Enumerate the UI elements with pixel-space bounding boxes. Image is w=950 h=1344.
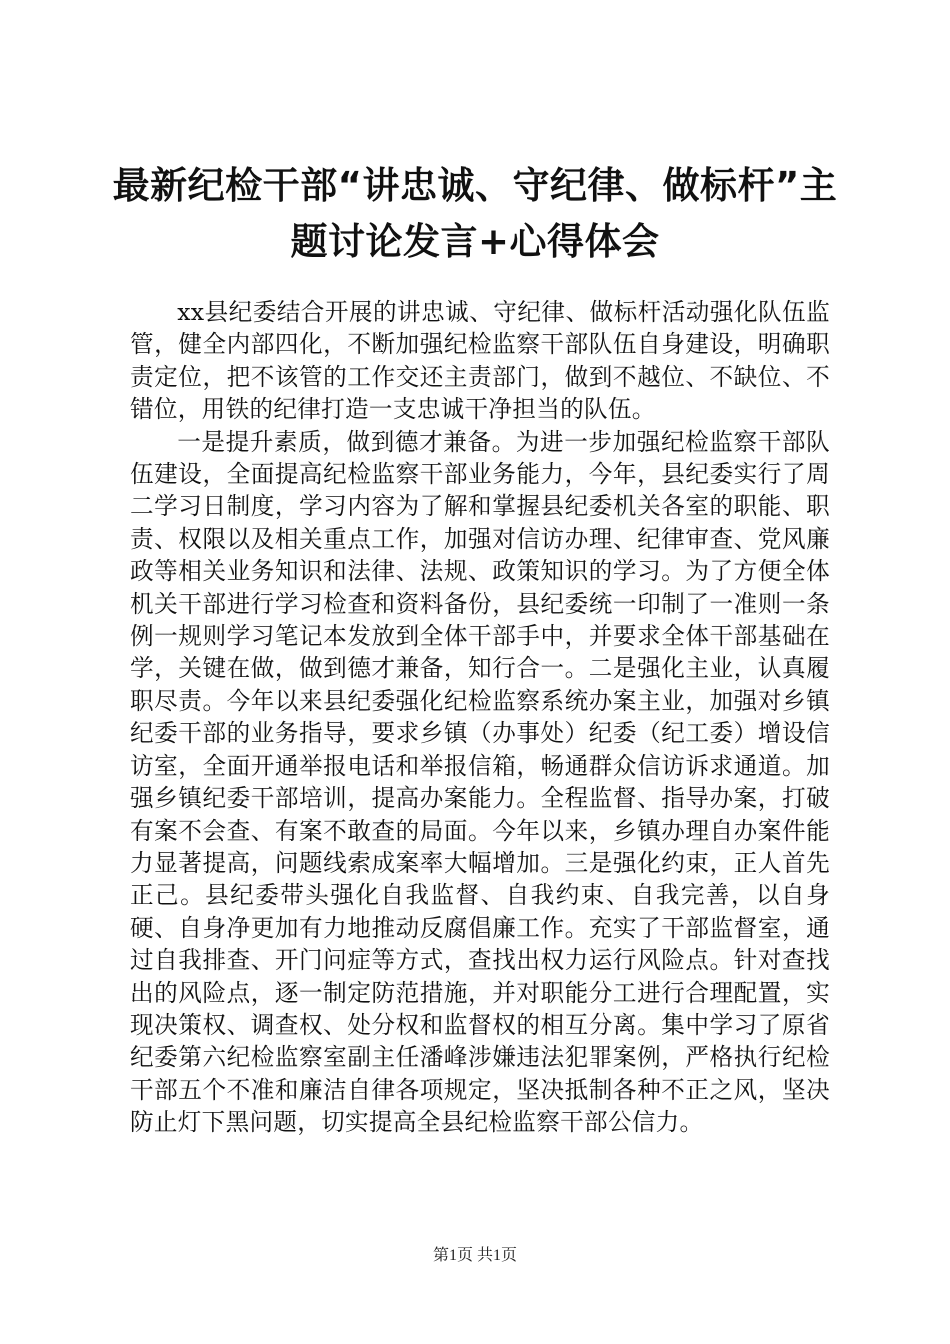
paragraph-intro: xx县纪委结合开展的讲忠诚、守纪律、做标杆活动强化队伍监管，健全内部四化，不断加强纪检监察干部队伍自身建设，明确职责定位，把不该管的工作交还主责部门，做到不越位、不缺位、不错位，用铁的纪律打造一支忠诚干净担当的队伍。 [130, 298, 830, 424]
page-number-footer: 第1页 共1页 [432, 1247, 517, 1264]
document-body [130, 296, 830, 1139]
paragraph-main: 一是提升素质，做到德才兼备。为进一步加强纪检监察干部队伍建设，全面提高纪检监察干部业务能力，今年，县纪委实行了周二学习日制度，学习内容为了解和掌握县纪委机关各室的职能、职责、权限以及相关重点工作，加强对信访办理、纪律审查、党风廉政等相关业务知识和法律、法规、政策知识的学习。为了方便全体机关干部进行学习检查和资料备份，县纪委统一印制了一准则一条例一规则学习笔记本发放到全体干部手中，并要求全体干部基础在学，关键在做，做到德才兼备，知行合一。二是强化主业，认真履职尽责。今年以来县纪委强化纪检监察系统办案主业，加强对乡镇纪委干部的业务指导，要求乡镇（办事处）纪委（纪工委）增设信访室，全面开通举报电话和举报信箱，畅通群众信访诉求通道。加强乡镇纪委干部培训，提高办案能力。全程监督、指导办案，打破有案不会查、有案不敢查的局面。今年以来，乡镇办理自办案件能力显著提高，问题线索成案率大幅增加。三是强化约束，正人首先正己。县纪委带头强化自我监督、自我约束、自我完善，以自身硬、自身净更加有力地推动反腐倡廉工作。充实了干部监督室，通过自我排查、开门问症等方式，查找出权力运行风险点。针对查找出的风险点，逐一制定防范措施，并对职能分工进行合理配置，实现决策权、调查权、处分权和监督权的相互分离。集中学习了原省纪委第六纪检监察室副主任潘峰涉嫌违法犯罪案例，严格执行纪检干部五个不准和廉洁自律各项规定，坚决抵制各种不正之风，坚决防止灯下黑问题，切实提高全县纪检监察干部公信力。 [130, 427, 830, 1137]
document-title: 最新纪检干部“讲忠诚、守纪律、做标杆”主题讨论发言+心得体会 [112, 164, 838, 263]
